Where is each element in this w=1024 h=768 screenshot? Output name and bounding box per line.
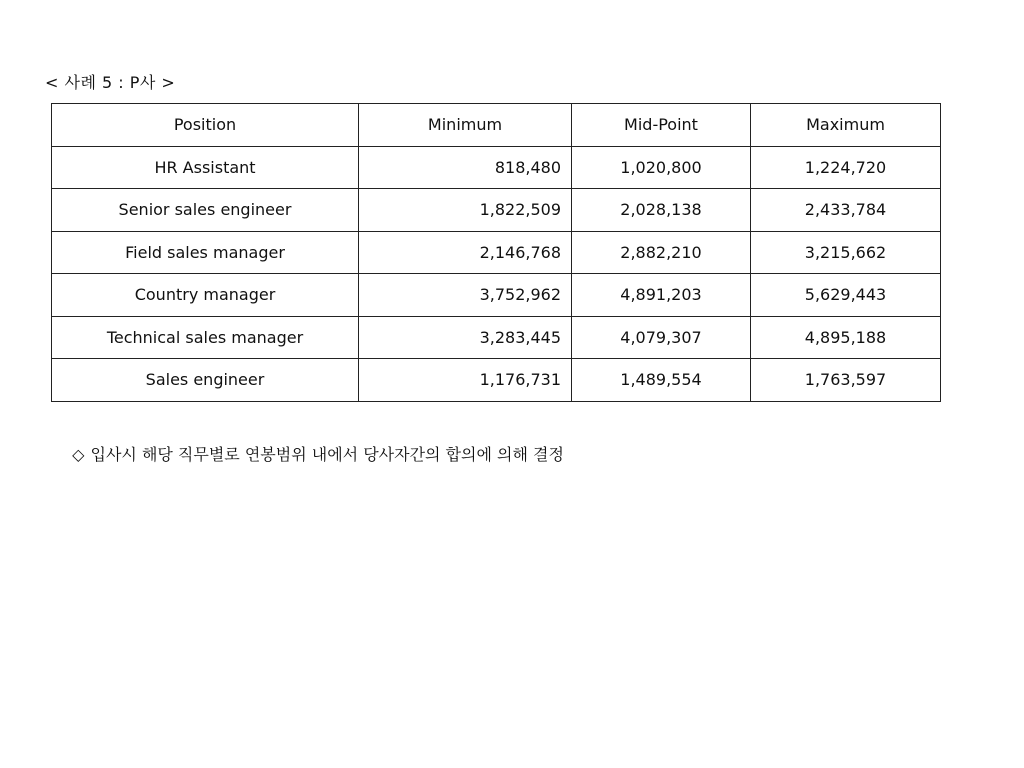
midpoint-cell: 1,489,554 — [572, 359, 751, 402]
diamond-icon: ◇ — [72, 445, 85, 464]
table-row — [52, 274, 941, 317]
table-row — [52, 146, 941, 189]
table-row — [52, 231, 941, 274]
minimum-cell: 1,176,731 — [359, 359, 572, 402]
position-cell: Technical sales manager — [52, 316, 359, 359]
minimum-cell: 2,146,768 — [359, 231, 572, 274]
column-header-midpoint: Mid-Point — [572, 104, 751, 147]
position-cell: Sales engineer — [52, 359, 359, 402]
position-cell: Country manager — [52, 274, 359, 317]
column-header-minimum: Minimum — [359, 104, 572, 147]
minimum-cell: 818,480 — [359, 146, 572, 189]
table-header-row — [52, 104, 941, 147]
maximum-cell: 3,215,662 — [751, 231, 941, 274]
salary-range-table — [51, 103, 941, 402]
footnote — [62, 423, 564, 465]
page-title: < 사례 5 : P사 > — [45, 73, 176, 92]
midpoint-cell: 4,079,307 — [572, 316, 751, 359]
position-cell: HR Assistant — [52, 146, 359, 189]
maximum-cell: 4,895,188 — [751, 316, 941, 359]
column-header-position: Position — [52, 104, 359, 147]
maximum-cell: 1,224,720 — [751, 146, 941, 189]
minimum-cell: 3,752,962 — [359, 274, 572, 317]
footnote-text: 입사시 해당 직무별로 연봉범위 내에서 당사자간의 합의에 의해 결정 — [90, 445, 564, 464]
maximum-cell: 5,629,443 — [751, 274, 941, 317]
position-cell: Senior sales engineer — [52, 189, 359, 232]
minimum-cell: 1,822,509 — [359, 189, 572, 232]
maximum-cell: 1,763,597 — [751, 359, 941, 402]
position-cell: Field sales manager — [52, 231, 359, 274]
column-header-maximum: Maximum — [751, 104, 941, 147]
table-row — [52, 316, 941, 359]
midpoint-cell: 2,882,210 — [572, 231, 751, 274]
midpoint-cell: 2,028,138 — [572, 189, 751, 232]
midpoint-cell: 4,891,203 — [572, 274, 751, 317]
maximum-cell: 2,433,784 — [751, 189, 941, 232]
minimum-cell: 3,283,445 — [359, 316, 572, 359]
table-row — [52, 189, 941, 232]
midpoint-cell: 1,020,800 — [572, 146, 751, 189]
table-row — [52, 359, 941, 402]
